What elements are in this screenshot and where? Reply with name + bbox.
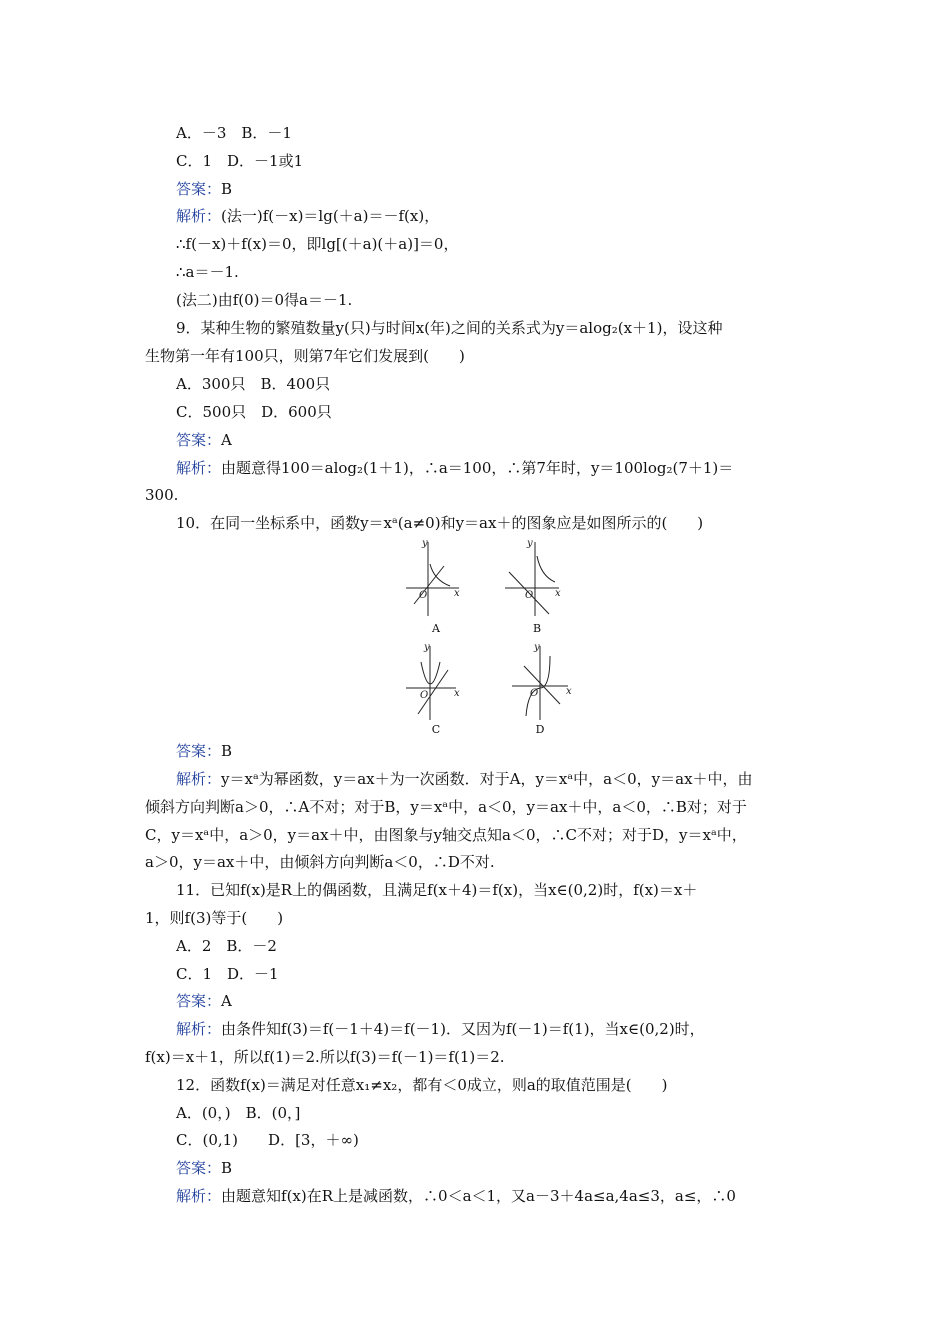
axis-y-label: y (422, 538, 428, 549)
answer-line (176, 741, 232, 761)
question-9: 9．某种生物的繁殖数量y(只)与时间x(年)之间的关系式为y＝alog₂(x＋1)，设这种 (176, 319, 723, 337)
analysis-line (176, 206, 439, 226)
figure-caption: D (535, 723, 545, 736)
text-line: a＞0，y＝ax＋中，由倾斜方向判断a＜0，∴D不对. (145, 853, 495, 871)
origin-label: O (420, 690, 429, 701)
option-line: C．1 D．－1或1 (176, 152, 304, 170)
question-11: 11．已知f(x)是R上的偶函数，且满足f(x＋4)＝f(x)，当x∈(0,2)时，f(x)＝x＋ (176, 881, 698, 899)
axis-y-label: y (424, 642, 430, 653)
analysis-label: 解析： (176, 770, 222, 788)
answer-value: B (221, 742, 233, 760)
origin-label: O (530, 688, 539, 699)
analysis-label: 解析： (176, 1020, 222, 1038)
figure-caption: C (431, 723, 441, 736)
option-line: A．－3 B．－1 (176, 124, 292, 142)
answer-value: B (221, 1159, 233, 1177)
axis-x-label: x (454, 688, 460, 699)
answer-label: 答案： (176, 742, 222, 760)
question-12: 12．函数f(x)＝满足对任意x₁≠x₂，都有＜0成立，则a的取值范围是( ) (176, 1076, 668, 1094)
analysis-label: 解析： (176, 1187, 222, 1205)
analysis-line (176, 1186, 736, 1206)
text-line: 生物第一年有100只，则第7年它们发展到( ) (145, 347, 465, 365)
analysis-text: y＝xᵃ为幂函数，y＝ax＋为一次函数．对于A，y＝xᵃ中，a＜0，y＝ax＋中，由 (221, 770, 753, 788)
option-line: C．500只 D．600只 (176, 403, 332, 421)
text-line: f(x)＝x＋1，所以f(1)＝2.所以f(3)＝f(－1)＝f(1)＝2. (145, 1048, 505, 1066)
analysis-label: 解析： (176, 207, 222, 225)
axis-x-label: x (566, 686, 572, 697)
analysis-label: 解析： (176, 459, 222, 477)
text-line: 300. (145, 486, 179, 504)
option-line: C．1 D．－1 (176, 965, 279, 983)
axis-y-label: y (527, 538, 533, 549)
graph-b (503, 538, 563, 618)
answer-value: A (221, 431, 232, 449)
option-line: A．300只 B．400只 (176, 375, 331, 393)
figure-caption: B (532, 622, 542, 635)
graph-c (404, 642, 464, 722)
analysis-line (176, 769, 753, 789)
answer-value: A (221, 992, 232, 1010)
origin-label: O (419, 590, 428, 601)
answer-label: 答案： (176, 992, 222, 1010)
axis-y-label: y (534, 642, 540, 653)
answer-line (176, 991, 232, 1011)
axis-x-label: x (454, 588, 460, 599)
analysis-line (176, 1019, 705, 1039)
axis-x-label: x (555, 588, 561, 599)
text-line: (法二)由f(0)＝0得a＝－1. (176, 291, 353, 309)
answer-line (176, 179, 232, 199)
analysis-text: 由题意得100＝alog₂(1＋1)，∴a＝100，∴第7年时，y＝100log₂(7＋1)＝ (221, 459, 734, 477)
text-line: ∴f(－x)＋f(x)＝0，即lg[(＋a)(＋a)]＝0， (176, 235, 459, 253)
origin-label: O (525, 590, 534, 601)
graph-a (404, 538, 464, 618)
analysis-text: 由条件知f(3)＝f(－1＋4)＝f(－1)．又因为f(－1)＝f(1)，当x∈(0,2)时， (221, 1020, 705, 1038)
answer-value: B (221, 180, 233, 198)
analysis-line (176, 458, 733, 478)
answer-line (176, 430, 232, 450)
text-line: 1，则f(3)等于( ) (145, 909, 284, 927)
question-10: 10．在同一坐标系中，函数y＝xᵃ(a≠0)和y＝ax＋的图象应是如图所示的( ) (176, 514, 704, 532)
option-line: A．(0，) B．(0，] (176, 1104, 301, 1122)
graph-d (510, 642, 572, 722)
answer-label: 答案： (176, 1159, 222, 1177)
answer-line (176, 1158, 232, 1178)
answer-label: 答案： (176, 431, 222, 449)
option-line: C．(0,1) D．[3，＋∞) (176, 1131, 359, 1149)
text-line: C，y＝xᵃ中，a＞0，y＝ax＋中，由图象与y轴交点知a＜0，∴C不对；对于D，y＝xᵃ中， (145, 826, 747, 844)
option-line: A．2 B．－2 (176, 937, 277, 955)
analysis-text: 由题意知f(x)在R上是减函数，∴0＜a＜1，又a－3＋4a≤a,4a≤3，a≤，∴0 (221, 1187, 736, 1205)
text-line: ∴a＝－1. (176, 263, 239, 281)
text-line: 倾斜方向判断a＞0，∴A不对；对于B，y＝xᵃ中，a＜0，y＝ax＋中，a＜0，∴B对；对于 (145, 798, 747, 816)
figure-caption: A (432, 622, 440, 635)
analysis-text: (法一)f(－x)＝lg(＋a)＝－f(x)， (221, 207, 440, 225)
answer-label: 答案： (176, 180, 222, 198)
